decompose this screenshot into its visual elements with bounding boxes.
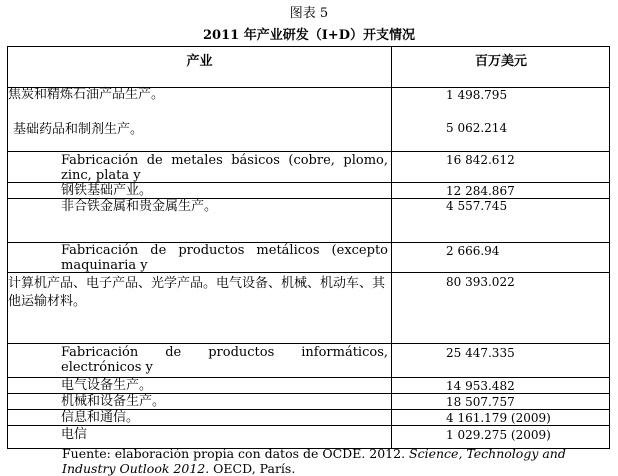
row-value: 14 953.482 — [446, 379, 515, 393]
row-value: 12 284.867 — [446, 184, 515, 198]
row-value: 80 393.022 — [446, 275, 515, 289]
row-separator — [8, 343, 609, 344]
row-label: 焦炭和精炼石油产品生产。 — [8, 87, 165, 102]
source-note — [62, 446, 602, 476]
row-label: 机械和设备生产。 — [61, 394, 166, 409]
row-label: 信息和通信。 — [61, 410, 140, 425]
row-label: 计算机产品、电子产品、光学产品。电气设备、机械、机动车、其他运输材料。 — [8, 276, 386, 309]
row-value: 16 842.612 — [446, 153, 515, 167]
row-label: 基础药品和制剂生产。 — [13, 122, 144, 137]
row-label: Fabricación de metales básicos (cobre, plomo, zinc, plata y — [61, 153, 388, 183]
row-label: 非合铁金属和贵金属生产。 — [61, 199, 218, 214]
row-value: 2 666.94 — [446, 244, 500, 258]
header-million-usd: 百万美元 — [474, 54, 527, 69]
row-value: 4 557.745 — [446, 199, 508, 213]
row-separator — [8, 151, 609, 152]
source-suffix: . OECD, París. — [205, 461, 296, 476]
row-label: 电信 — [61, 427, 88, 442]
row-label: Fabricación de productos metálicos (excepto maquinaria y — [61, 243, 388, 273]
header-industry: 产业 — [186, 54, 213, 69]
row-label: 钢铁基础产业。 — [61, 183, 153, 198]
rd-expenditure-table — [7, 46, 610, 449]
row-label: 电气设备生产。 — [61, 378, 153, 393]
source-prefix: Fuente: elaboración propia con datos de OCDE. 2012. — [62, 446, 410, 461]
row-value: 1 029.275 (2009) — [446, 428, 551, 442]
row-label: Fabricación de productos informáticos, electrónicos y — [61, 345, 388, 375]
row-value: 18 507.757 — [446, 395, 515, 409]
row-value: 1 498.795 — [446, 88, 508, 102]
column-divider — [391, 47, 392, 448]
source-publication-title: Science, Technology and Industry Outlook 2012 — [62, 446, 566, 476]
figure-caption: 图表 5 — [289, 6, 329, 21]
row-value: 25 447.335 — [446, 346, 515, 360]
row-separator — [8, 425, 609, 426]
table-title: 2011 年产业研发（I+D）开支情况 — [203, 28, 415, 43]
row-value: 5 062.214 — [446, 121, 508, 135]
row-value: 4 161.179 (2009) — [446, 411, 551, 425]
